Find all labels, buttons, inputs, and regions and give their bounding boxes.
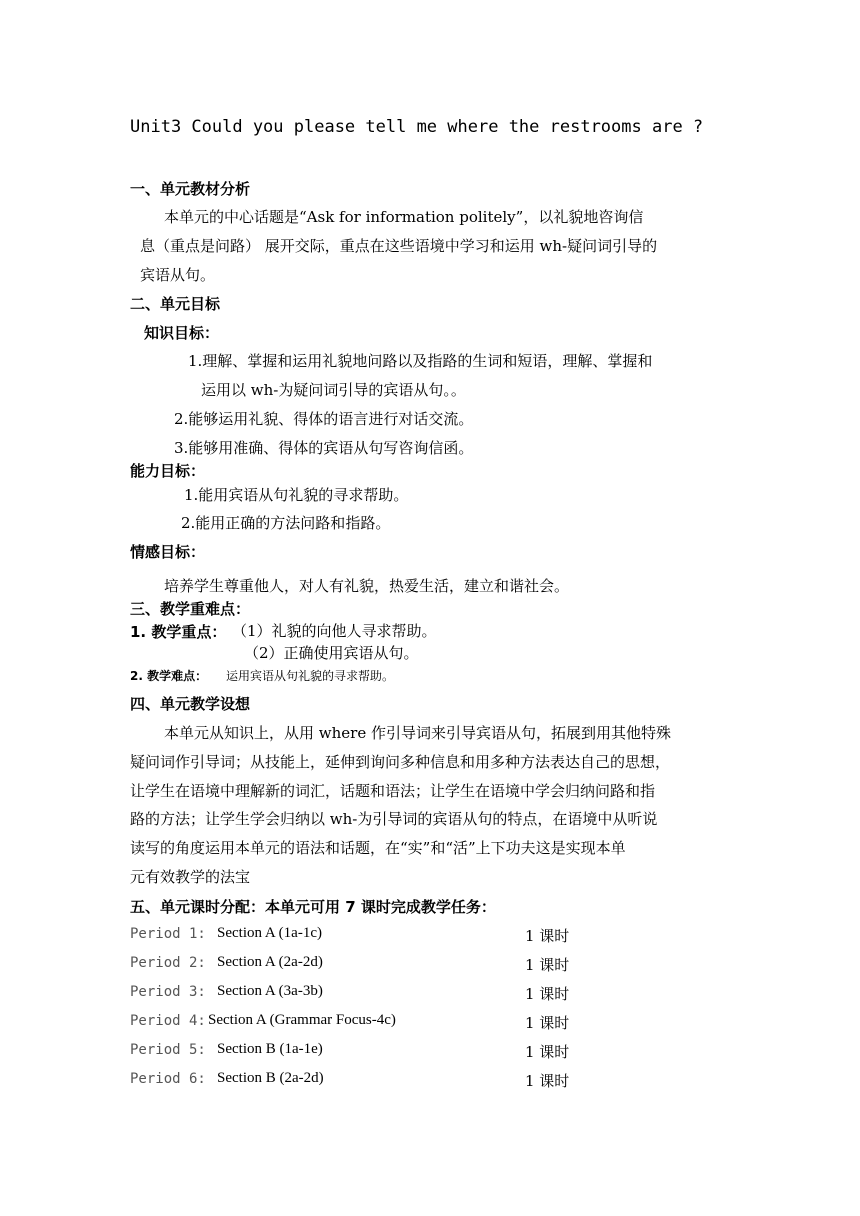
teaching-key-label: 1. 教学重点： [130, 623, 227, 641]
period-hours: 1 课时 [525, 985, 570, 1003]
section-4-line-3: 让学生在语境中理解新的词汇，话题和语法；让学生在语境中学会归纳问路和指 [130, 782, 656, 800]
teaching-difficulty-label: 2. 教学难点： [130, 669, 208, 683]
teaching-key-1: （1）礼貌的向他人寻求帮助。 [232, 622, 437, 640]
teaching-difficulty: 运用宾语从句礼貌的寻求帮助。 [226, 669, 395, 683]
ability-goal-1: 1.能用宾语从句礼貌的寻求帮助。 [184, 486, 409, 504]
section-4-line-5: 读写的角度运用本单元的语法和话题，在“实”和“活”上下功夫这是实现本单 [130, 839, 626, 857]
period-hours: 1 课时 [525, 1014, 570, 1032]
period-section: Section A (Grammar Focus-4c) [208, 1012, 396, 1028]
emotion-goal-1: 培养学生尊重他人，对人有礼貌，热爱生活，建立和谐社会。 [164, 577, 570, 595]
period-label: Period 5: [130, 1042, 206, 1058]
period-label: Period 6: [130, 1071, 206, 1087]
ability-goal-2: 2.能用正确的方法问路和指路。 [181, 514, 391, 532]
knowledge-goal-3: 3.能够用准确、得体的宾语从句写咨询信函。 [174, 439, 474, 457]
section-4-line-4: 路的方法；让学生学会归纳以 wh-为引导词的宾语从句的特点，在语境中从听说 [130, 810, 658, 828]
ability-goals-label: 能力目标： [130, 462, 206, 480]
knowledge-goal-2: 2.能够运用礼貌、得体的语言进行对话交流。 [174, 410, 474, 428]
section-4-heading: 四、单元教学设想 [130, 695, 251, 713]
teaching-key-2: （2）正确使用宾语从句。 [244, 644, 419, 662]
section-4-line-2: 疑问词作引导词；从技能上，延伸到询问多种信息和用多种方法表达自己的思想， [130, 753, 671, 771]
emotion-goals-label: 情感目标： [130, 543, 206, 561]
section-3-heading: 三、教学重难点： [130, 600, 251, 618]
section-1-heading: 一、单元教材分析 [130, 180, 251, 198]
period-label: Period 4: [130, 1013, 206, 1029]
section-1-line-3: 宾语从句。 [140, 266, 216, 284]
period-label: Period 3: [130, 984, 206, 1000]
period-section: Section A (1a-1c) [217, 925, 322, 941]
period-section: Section A (2a-2d) [217, 954, 323, 970]
knowledge-goals-label: 知识目标： [144, 324, 220, 342]
period-label: Period 1: [130, 926, 206, 942]
period-hours: 1 课时 [525, 927, 570, 945]
section-4-line-6: 元有效教学的法宝 [130, 868, 251, 886]
knowledge-goal-1-line-2: 运用以 wh-为疑问词引导的宾语从句。。 [201, 381, 466, 399]
section-2-heading: 二、单元目标 [130, 295, 221, 313]
period-hours: 1 课时 [525, 1043, 570, 1061]
period-section: Section B (2a-2d) [217, 1070, 324, 1086]
section-5-heading: 五、单元课时分配：本单元可用 7 课时完成教学任务： [130, 898, 496, 916]
period-section: Section B (1a-1e) [217, 1041, 323, 1057]
page-title: Unit3 Could you please tell me where the restrooms are ? [130, 117, 704, 137]
knowledge-goal-1-line-1: 1.理解、掌握和运用礼貌地问路以及指路的生词和短语，理解、掌握和 [188, 352, 653, 370]
section-4-line-1: 本单元从知识上，从用 where 作引导词来引导宾语从句，拓展到用其他特殊 [164, 724, 671, 742]
period-hours: 1 课时 [525, 1072, 570, 1090]
period-section: Section A (3a-3b) [217, 983, 323, 999]
period-label: Period 2: [130, 955, 206, 971]
period-hours: 1 课时 [525, 956, 570, 974]
section-1-line-2: 息（重点是问路） 展开交际，重点在这些语境中学习和运用 wh-疑问词引导的 [140, 237, 658, 255]
section-1-line-1: 本单元的中心话题是“Ask for information politely”，以礼貌地咨询信 [164, 208, 644, 226]
